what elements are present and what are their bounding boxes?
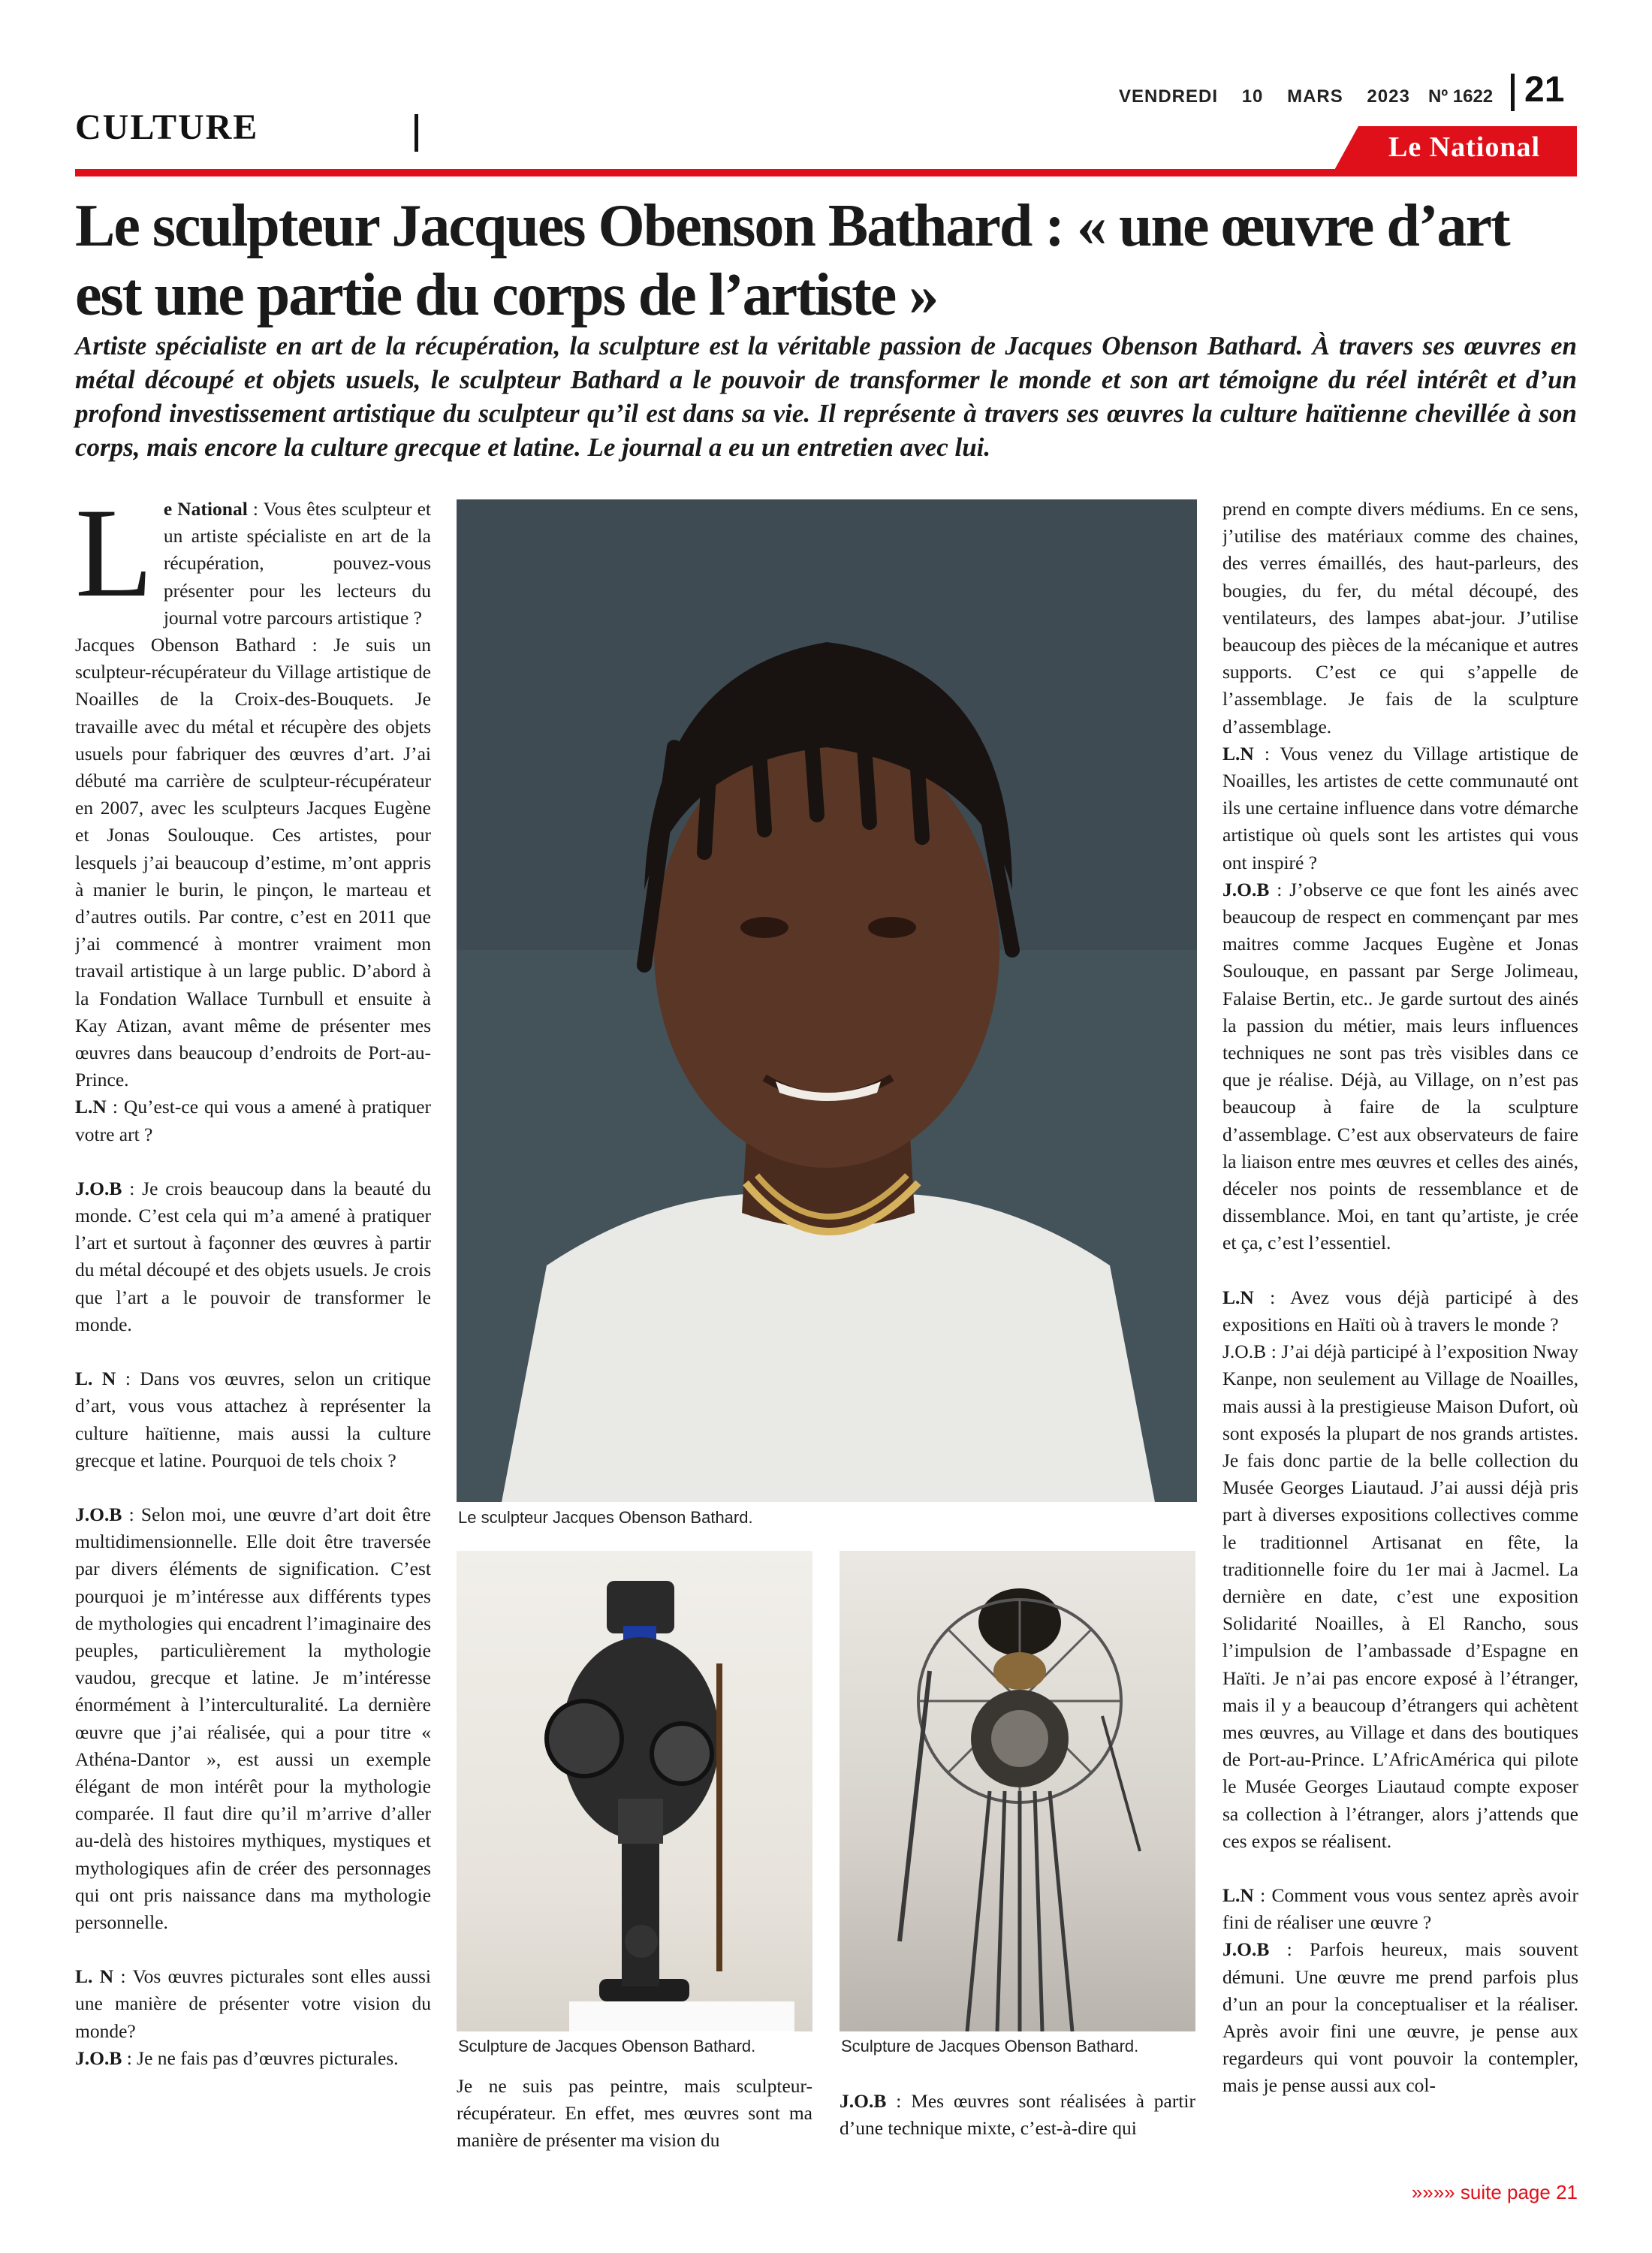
paragraph: L. N : Vos œuvres picturales sont elles aussi une manière de présenter votre vision du monde? — [75, 1965, 431, 2042]
paragraph: J.O.B : Mes œuvres sont réalisées à partir d’une technique mixte, c’est-à-dire qui — [840, 2090, 1195, 2140]
article-column-middle-b — [840, 2088, 1195, 2163]
article-headline: Le sculpteur Jacques Obenson Bathard : « une œuvre d’art est une partie du corps de l’artiste » — [75, 193, 1509, 328]
article-column-middle-a — [457, 2073, 812, 2163]
article-column-right — [1222, 496, 1578, 2163]
paragraph: e National : Vous êtes sculpteur et un artiste spécialiste en art de la récupération, pouvez-vous présenter pour les lecteurs du journal votre parcours artistique ? — [163, 498, 431, 629]
paragraph: J.O.B : Je ne fais pas d’œuvres picturales. — [75, 2046, 399, 2069]
paragraph: Jacques Obenson Bathard : Je suis un sculpteur-récupérateur du Village artistique de Noailles de la Croix-des-Bouquets. Je travaille avec du métal et récupère des objets usuels pour fabriquer des œuvres d’art. J’ai débuté ma carrière de sculpteur-récupérateur en 2007, avec les sculpteurs Jacques Eugène et Jonas Soulouque. Ces artistes, pour lesquels j’ai beaucoup d’estime, m’ont appris à manier le burin, le pinçon, le marteau et d’autres outils. Par contre, c’est en 2011 que j’ai commencé à montrer vraiment mon travail artistique à un large public. D’abord à la Fondation Wallace Turnbull et ensuite à Kay Atizan, avant même de présenter mes œuvres dans beaucoup d’endroits de Port-au-Prince. — [75, 634, 431, 1091]
photo-caption: Le sculpteur Jacques Obenson Bathard. — [458, 1508, 753, 1527]
page-number-divider — [1511, 74, 1515, 111]
page-number: 21 — [1524, 70, 1565, 110]
paragraph: L.N : Comment vous vous sentez après avoir fini de réaliser une œuvre ? — [1222, 1884, 1578, 1934]
date-month: MARS — [1287, 86, 1343, 107]
date-year: 2023 — [1367, 86, 1410, 107]
section-divider — [415, 114, 418, 152]
paragraph: L.N : Vous venez du Village artistique de Noailles, les artistes de cette communauté ont ils une certaine influence dans votre démarche artistique où quels sont les artistes qui vous ont inspiré ? — [1222, 742, 1578, 873]
paragraph: J.O.B : Parfois heureux, mais souvent démuni. Une œuvre me prend parfois plus d’un an pour la conceptualiser et la réaliser. Après avoir fini une œuvre, je pense aux regardeurs qui vont pouvoir la contempler, mais je pense aussi aux col- — [1222, 1938, 1578, 2097]
sculpture-illustration — [457, 1551, 812, 2031]
portrait-photo — [457, 499, 1197, 1502]
issue-number: Nº 1622 — [1428, 86, 1494, 107]
sculpture-illustration — [840, 1551, 1195, 2031]
portrait-illustration — [457, 499, 1197, 1502]
section-label: CULTURE — [75, 107, 259, 147]
paragraph: J.O.B : Selon moi, une œuvre d’art doit être multidimensionnelle. Elle doit être traversée par divers éléments de signification. C’est pourquoi je m’intéresse aux différents types de mythologies qui encadrent l’imaginaire des peuples, particulièrement la mythologie vaudou, grecque et latine. Je m’intéresse énormément à l’interculturalité. La dernière œuvre que j’ai réalisée, qui a pour titre « Athéna-Dantor », est aussi un exemple élégant de mon intérêt pour la mythologie comparée. Il faut dire qu’il m’arrive d’aller au-delà des histoires mythiques, mystiques et mythologiques afin de créer des personnages qui ont pris naissance dans ma mythologie personnelle. — [75, 1503, 431, 1933]
header-rule — [75, 169, 1577, 176]
paragraph: L.N : Avez vous déjà participé à des expositions en Haïti où à travers le monde ? — [1222, 1286, 1578, 1335]
sculpture-photo — [457, 1551, 812, 2031]
article-column-left — [75, 496, 431, 2163]
paragraph: L. N : Dans vos œuvres, selon un critique d’art, vous vous attachez à représenter la culture haïtienne, mais aussi la culture grecque et latine. Pourquoi de tels choix ? — [75, 1368, 431, 1471]
dateline — [1119, 86, 1428, 107]
photo-caption: Sculpture de Jacques Obenson Bathard. — [458, 2037, 756, 2055]
sculpture-photo — [840, 1551, 1195, 2031]
publication-logo: Le National — [1388, 131, 1541, 163]
paragraph: Je ne suis pas peintre, mais sculpteur-récupérateur. En effet, mes œuvres sont ma manière de présenter ma vision du — [457, 2075, 812, 2152]
paragraph: L.N : Qu’est-ce qui vous a amené à pratiquer votre art ? — [75, 1096, 431, 1145]
drop-cap: L — [75, 496, 153, 623]
paragraph: J.O.B : Je crois beaucoup dans la beauté du monde. C’est cela qui m’a amené à pratiquer l’art et surtout à façonner des œuvres à partir du métal découpé et des objets usuels. Je crois que l’art a le pouvoir de transformer le monde. — [75, 1177, 431, 1335]
date-day: 10 — [1241, 86, 1264, 107]
paragraph: J.O.B : J’ai déjà participé à l’exposition Nway Kanpe, non seulement au Village de Noailles, mais aussi à la prestigieuse Maison Dufort, où sont exposés la plupart de nos grands artistes. Je fais donc partie de la belle collection du Musée Georges Liautaud. J’ai aussi déjà pris part à diverses expositions collectives comme le traditionnel Artisanat en fête, la traditionnelle foire du 1er mai à Jacmel. La dernière en date, c’est une exposition Solidarité Noailles, à El Rancho, sous l’impulsion de l’ambassade d’Espagne en Haïti. Je n’ai pas encore exposé à l’étranger, mais il y a beaucoup d’étrangers qui achètent mes œuvres, au Village et dans des boutiques de Port-au-Prince. L’AfricAmérica qui pilote le Musée Georges Liautaud compte exposer sa collection à l’étranger, alors j’attends que ces expos se réalisent. — [1222, 1341, 1578, 1852]
article-deck: Artiste spécialiste en art de la récupération, la sculpture est la véritable passion de Jacques Obenson Bathard. À travers ses œuvres en métal découpé et objets usuels, le sculpteur Bathard a le pouvoir de transformer le monde et son art témoigne du réel intérêt et d’un profond investissement artistique du sculpteur qu’il est dans sa vie. Il représente à travers ses œuvres la culture haïtienne chevillée à son corps, mais encore la culture grecque et latine. Le journal a eu un entretien avec lui. — [75, 331, 1577, 462]
paragraph: J.O.B : J’observe ce que font les ainés avec beaucoup de respect en commençant par mes maitres comme Jacques Eugène et Jonas Soulouque, en passant par Serge Jolimeau, Falaise Bertin, etc.. Je garde surtout des ainés la passion du métier, mais leurs influences techniques ne sont pas très visibles dans ce que je réalise. Déjà, au Village, on n’est pas beaucoup à faire de la sculpture d’assemblage. C’est aux observateurs de faire la liaison entre mes œuvres et celles des ainés, déceler nos points de ressemblance et de dissemblance. Moi, en tant qu’artiste, je crée et ça, c’est l’essentiel. — [1222, 878, 1578, 1254]
paragraph: prend en compte divers médiums. En ce sens, j’utilise des matériaux comme des chaines, des verres émaillés, des haut-parleurs, des bougies, du fer, du métal découpé, des ventilateurs, des lampes abat-jour. J’utilise beaucoup des pièces de la mécanique et autres supports. C’est ce qui s’appelle de l’assemblage. Je fais de la sculpture d’assemblage. — [1222, 498, 1578, 737]
continued-link[interactable]: »»»» suite page 21 — [1411, 2181, 1578, 2203]
photo-caption: Sculpture de Jacques Obenson Bathard. — [841, 2037, 1139, 2055]
date-weekday: VENDREDI — [1119, 86, 1219, 107]
